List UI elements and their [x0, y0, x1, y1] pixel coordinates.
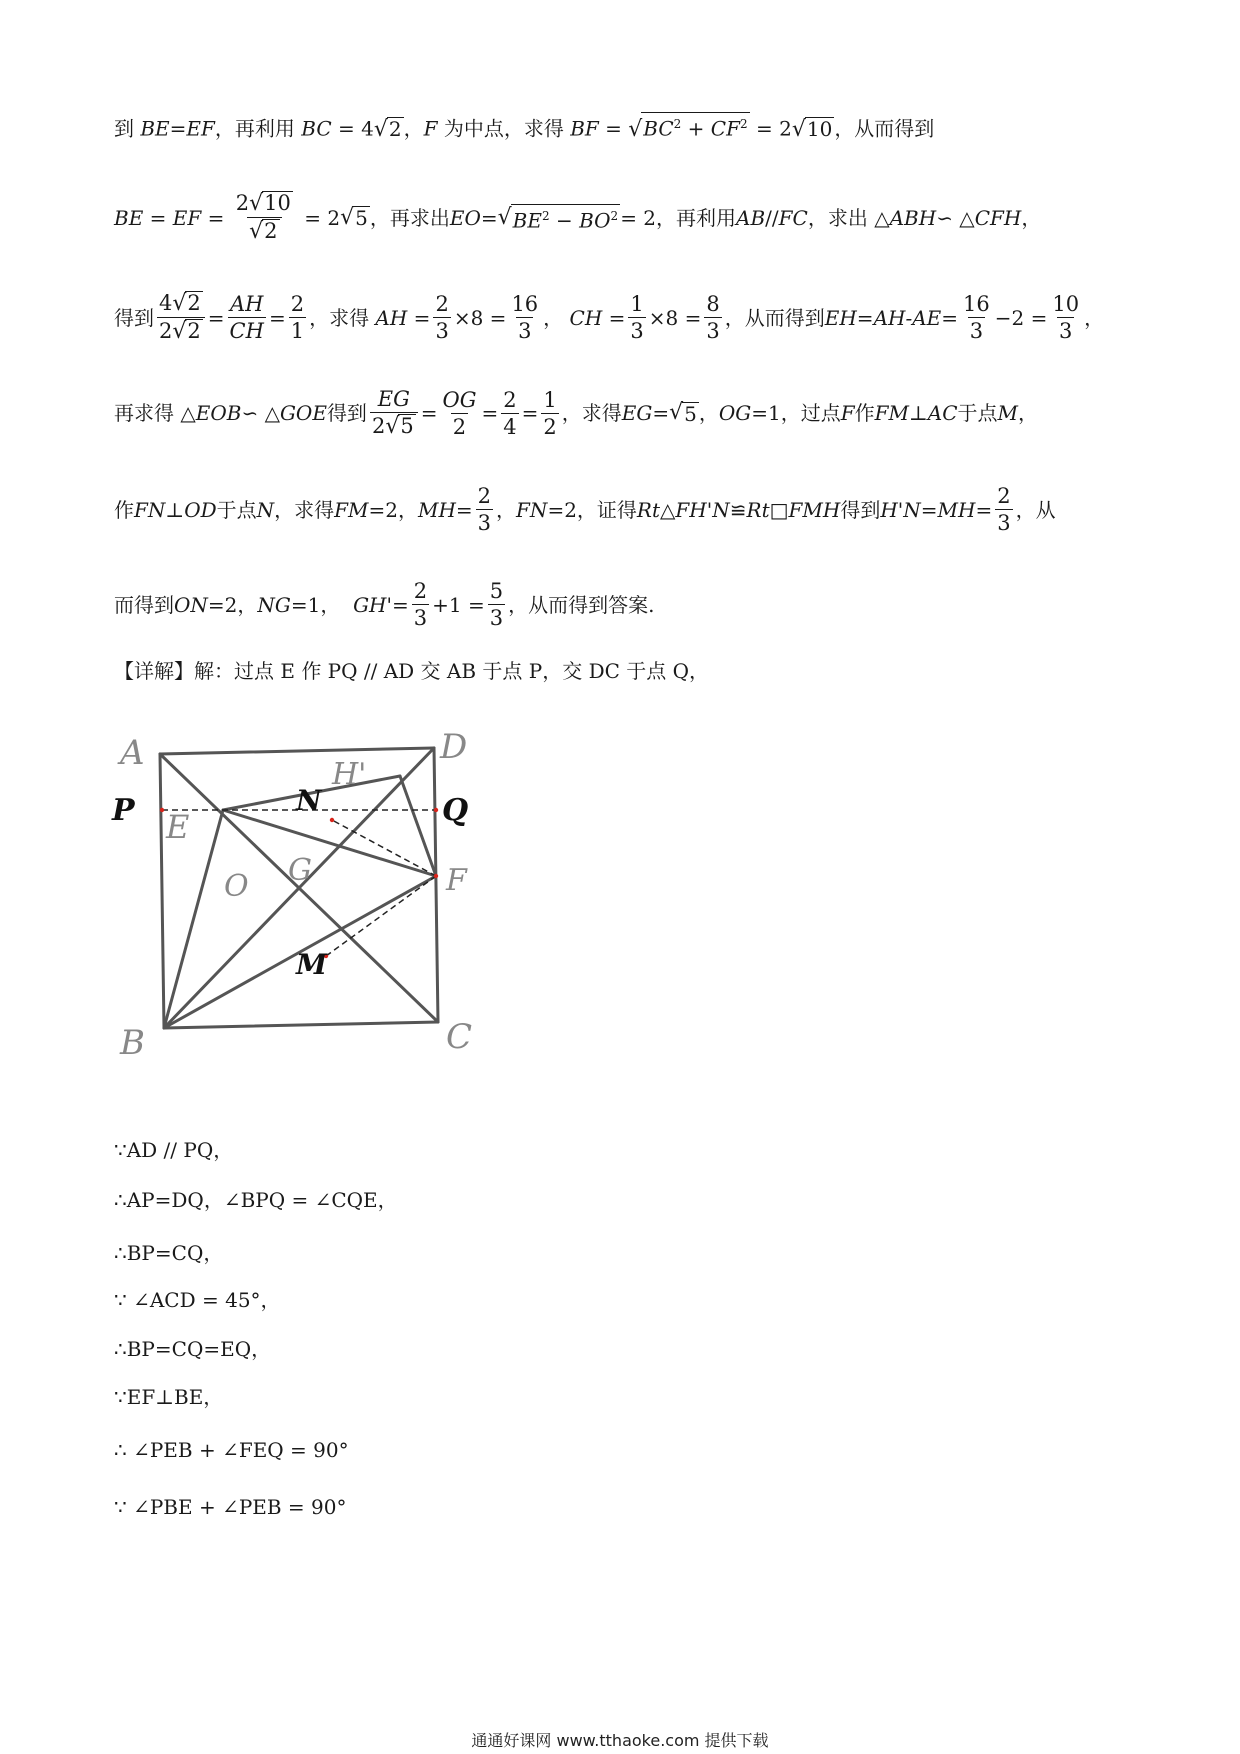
proof-step-8: ∵ ∠PBE + ∠PEB = 90° [114, 1495, 347, 1519]
label-Q: Q [442, 793, 469, 828]
geometry-figure [112, 718, 488, 1063]
proof-step-6: ∵EF⊥BE， [114, 1385, 224, 1409]
proof-step-5: ∴BP=CQ=EQ， [114, 1337, 272, 1361]
solution-line-4: 再求得 △ EOB ∽ △ GOE 得到 $\frac{EG}{2√5}$ = $\frac{OG}{2}$ = $\frac{2}{4}$ = $\frac{1}{2}$ ，求得 EG= √ 5 ， OG =1，过点 F 作 FM ⊥ AC 于点 M ， [114, 387, 1039, 439]
proof-step-1: ∵AD // PQ， [114, 1138, 234, 1162]
proof-step-2: ∴AP=DQ，∠BPQ = ∠CQE， [114, 1188, 398, 1212]
edge-CB [164, 1022, 438, 1028]
solution-line-3: 得到 $\frac{4√2}{2√2}$ = $\frac{AH}{CH}$ = $\frac{2}{1}$ ，求得 AH = $\frac{2}{3}$ ×8 = $\frac{16}{3}$ ， CH = $\frac{1}{3}$ ×8 = $\frac{8}{3}$ ，从而得到 EH=AH-AE= $\frac{16}{3}$ −2 = $\frac{10}{3}$ ， [114, 291, 1105, 344]
label-G: G [288, 853, 312, 888]
solution-line-5: 作 FN ⊥ OD 于点 N ，求得 FM =2， MH = $\frac{2}{3}$ ， FN =2，证得 Rt △ FH'N ≌ Rt □ FMH 得到 H'N = MH = $\frac{2}{3}$ ，从 [114, 484, 1056, 535]
proof-step-3: ∴BP=CQ， [114, 1241, 224, 1265]
edge-BA [160, 754, 164, 1028]
solution-line-1: 到 BE=EF，再利用 BC = 4√2 ，F 为中点，求得 BF = $√BC^2 + CF^2 = 2√10$ ，从而得到 [114, 112, 1130, 145]
label-M: M [296, 948, 327, 981]
edge-DC [434, 748, 438, 1022]
label-P: P [112, 793, 135, 828]
segment-FH [400, 776, 436, 876]
solution-line-7: 【详解】解：过点 E 作 PQ // AD 交 AB 于点 P，交 DC 于点 Q， [114, 659, 710, 683]
page-footer: 通通好课网 www.tthaoke.com 提供下载 [471, 1731, 769, 1750]
segment-EF [223, 810, 436, 876]
label-O: O [224, 869, 249, 904]
label-F: F [446, 863, 467, 898]
label-E: E [166, 808, 190, 846]
label-B: B [120, 1023, 145, 1063]
edge-AD [160, 748, 434, 754]
solution-line-2: BE = EF = $\frac{2√10}{√2}$ = 2 √ 5 ，再求出 EO = √ $BE^2 - BO^2$ = 2，再利用 AB // FC ，求出 △ ABH ∽ △ CFH ， [114, 191, 1042, 244]
dashed-FM [326, 876, 436, 956]
proof-step-7: ∴ ∠PEB + ∠FEQ = 90° [114, 1438, 349, 1462]
label-C: C [446, 1017, 473, 1057]
label-N: N [296, 784, 322, 817]
label-D: D [440, 727, 468, 767]
proof-step-4: ∵ ∠ACD = 45°， [114, 1288, 281, 1312]
label-H-prime: H' [332, 757, 367, 792]
label-A: A [120, 733, 145, 773]
solution-line-6: 而得到 ON =2， NG =1， GH' = $\frac{2}{3}$ +1 = $\frac{5}{3}$ ，从而得到答案. [114, 579, 655, 630]
